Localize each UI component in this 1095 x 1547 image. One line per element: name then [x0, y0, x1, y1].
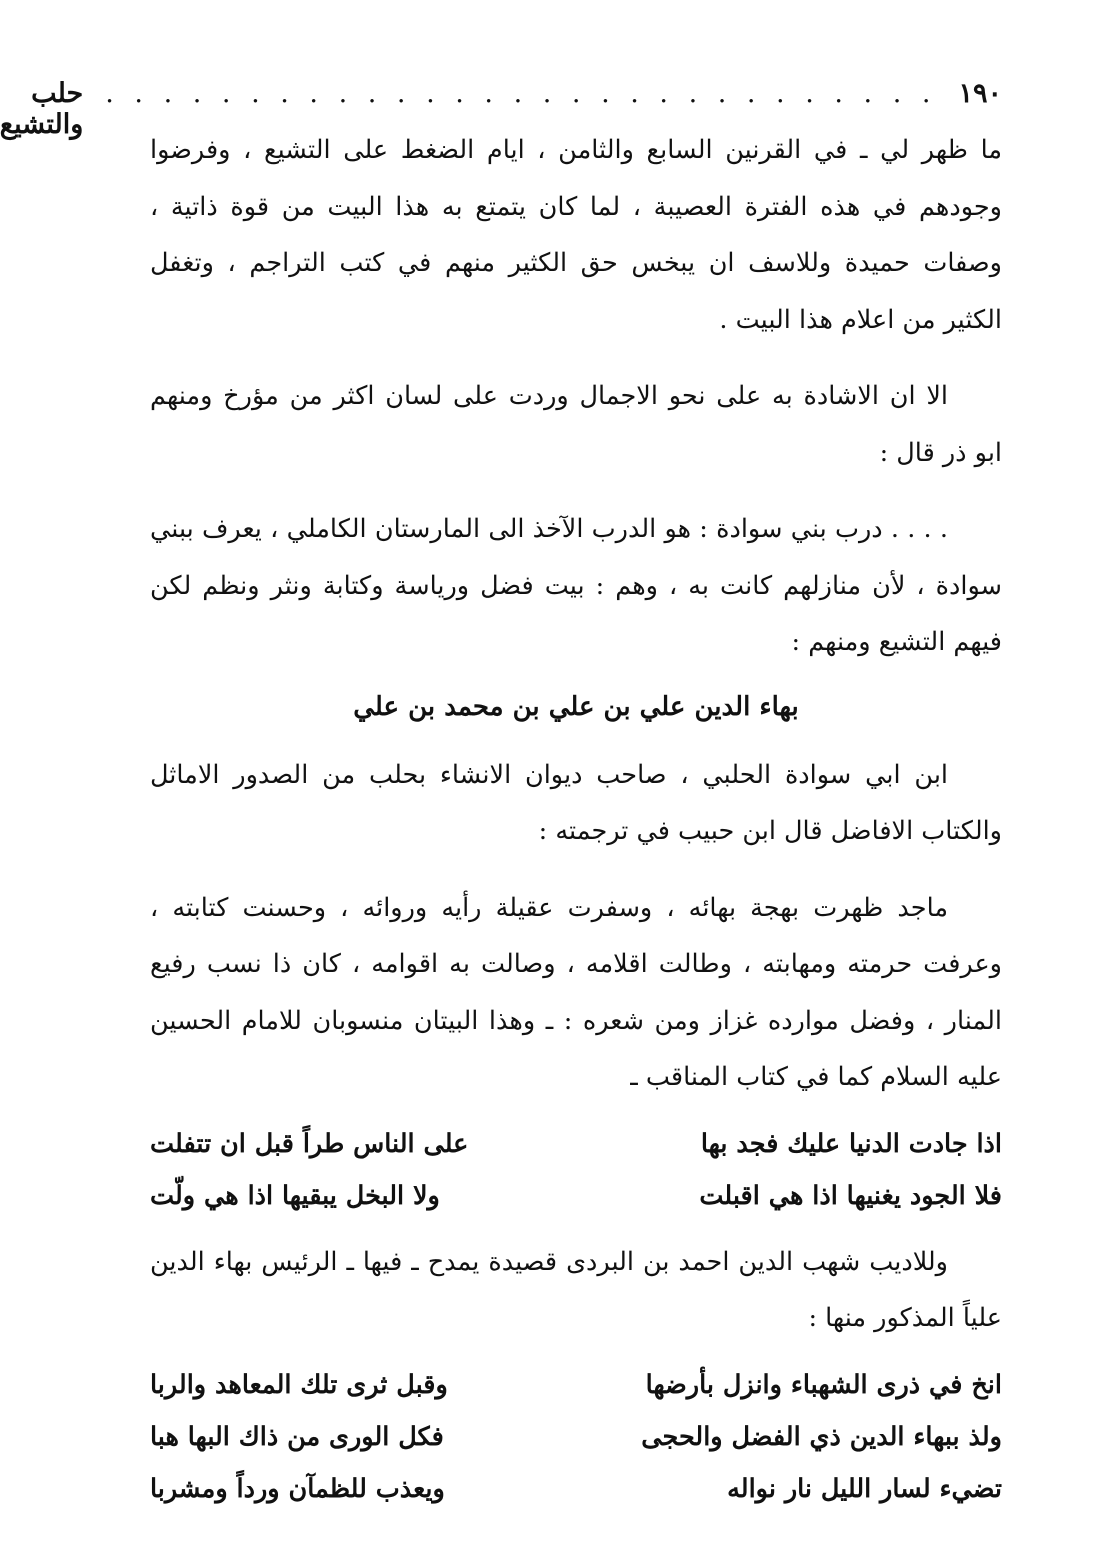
- verse-second-hemistich: وقبل ثرى تلك المعاهد والربا: [150, 1369, 448, 1400]
- paragraph-3: . . . . درب بني سوادة : هو الدرب الآخذ الى المارستان الكاملي ، يعرف ببني سوادة ، لأن منازلهم كانت به ، وهم : بيت فضل ورياسة وكتابة ونثر ونظم لكن فيهم التشيع ومنهم :: [150, 514, 1002, 657]
- verse-block-2: [150, 1359, 1002, 1515]
- running-title: حلب والتشيع: [0, 78, 84, 140]
- page-number: ١٩٠: [958, 78, 1002, 109]
- paragraph-2: الا ان الاشادة به على نحو الاجمال وردت على لسان اكثر من مؤرخ ومنهم ابو ذر قال :: [150, 381, 1002, 468]
- verse-block-1: [150, 1118, 1002, 1222]
- page-header: [0, 78, 1002, 140]
- verse-first-hemistich: فلا الجود يغنيها اذا هي اقبلت: [699, 1180, 1002, 1211]
- verse-second-hemistich: ولا البخل يبقيها اذا هي ولّت: [150, 1180, 440, 1211]
- verse-line: [150, 1118, 1002, 1170]
- verse-line: [150, 1411, 1002, 1463]
- paragraph-1: ما ظهر لي ـ في القرنين السابع والثامن ، ايام الضغط على التشيع ، وفرضوا وجودهم في هذه الفترة العصيبة ، لما كان يتمتع به هذا البيت من قوة ذاتية ، وصفات حميدة وللاسف ان يبخس حق الكثير منهم في كتب التراجم ، وتغفل الكثير من اعلام هذا البيت .: [150, 135, 1002, 335]
- verse-first-hemistich: تضيء لسار الليل نار نواله: [727, 1473, 1002, 1504]
- verse-second-hemistich: فكل الورى من ذاك البها هبا: [150, 1421, 444, 1452]
- verse-line: [150, 1463, 1002, 1515]
- verse-line: [150, 1170, 1002, 1222]
- verse-first-hemistich: اذا جادت الدنيا عليك فجد بها: [700, 1128, 1002, 1159]
- paragraph-5: ماجد ظهرت بهجة بهائه ، وسفرت عقيلة رأيه وروائه ، وحسنت كتابته ، وعرفت حرمته ومهابته ، وطالت اقلامه ، وصالت به اقوامه ، كان ذا نسب رفيع المنار ، وفضل موارده غزاز ومن شعره : ـ وهذا البيتان منسوبان للامام الحسين عليه السلام كما في كتاب المناقب ـ: [150, 892, 1002, 1092]
- paragraph-4: ابن ابي سوادة الحلبي ، صاحب ديوان الانشاء بحلب من الصدور الاماثل والكتاب الافاضل قال ابن حبيب في ترجمته :: [150, 759, 1002, 846]
- section-title: بهاء الدين علي بن علي بن محمد بن علي: [353, 691, 799, 722]
- verse-second-hemistich: على الناس طراً قبل ان تتفلت: [150, 1128, 469, 1159]
- verse-first-hemistich: انخ في ذرى الشهباء وانزل بأرضها: [645, 1369, 1002, 1400]
- header-leader-dots: . . . . . . . . . . . . . . . . . . . . . . . . . . . . .: [105, 78, 937, 109]
- verse-line: [150, 1359, 1002, 1411]
- verse-first-hemistich: ولذ ببهاء الدين ذي الفضل والحجى: [641, 1421, 1002, 1452]
- paragraph-6: وللاديب شهب الدين احمد بن البردى قصيدة يمدح ـ فيها ـ الرئيس بهاء الدين علياً المذكور منها :: [150, 1246, 1002, 1333]
- document-page: [0, 78, 1002, 1515]
- verse-second-hemistich: ويعذب للظمآن ورداً ومشربا: [150, 1473, 445, 1504]
